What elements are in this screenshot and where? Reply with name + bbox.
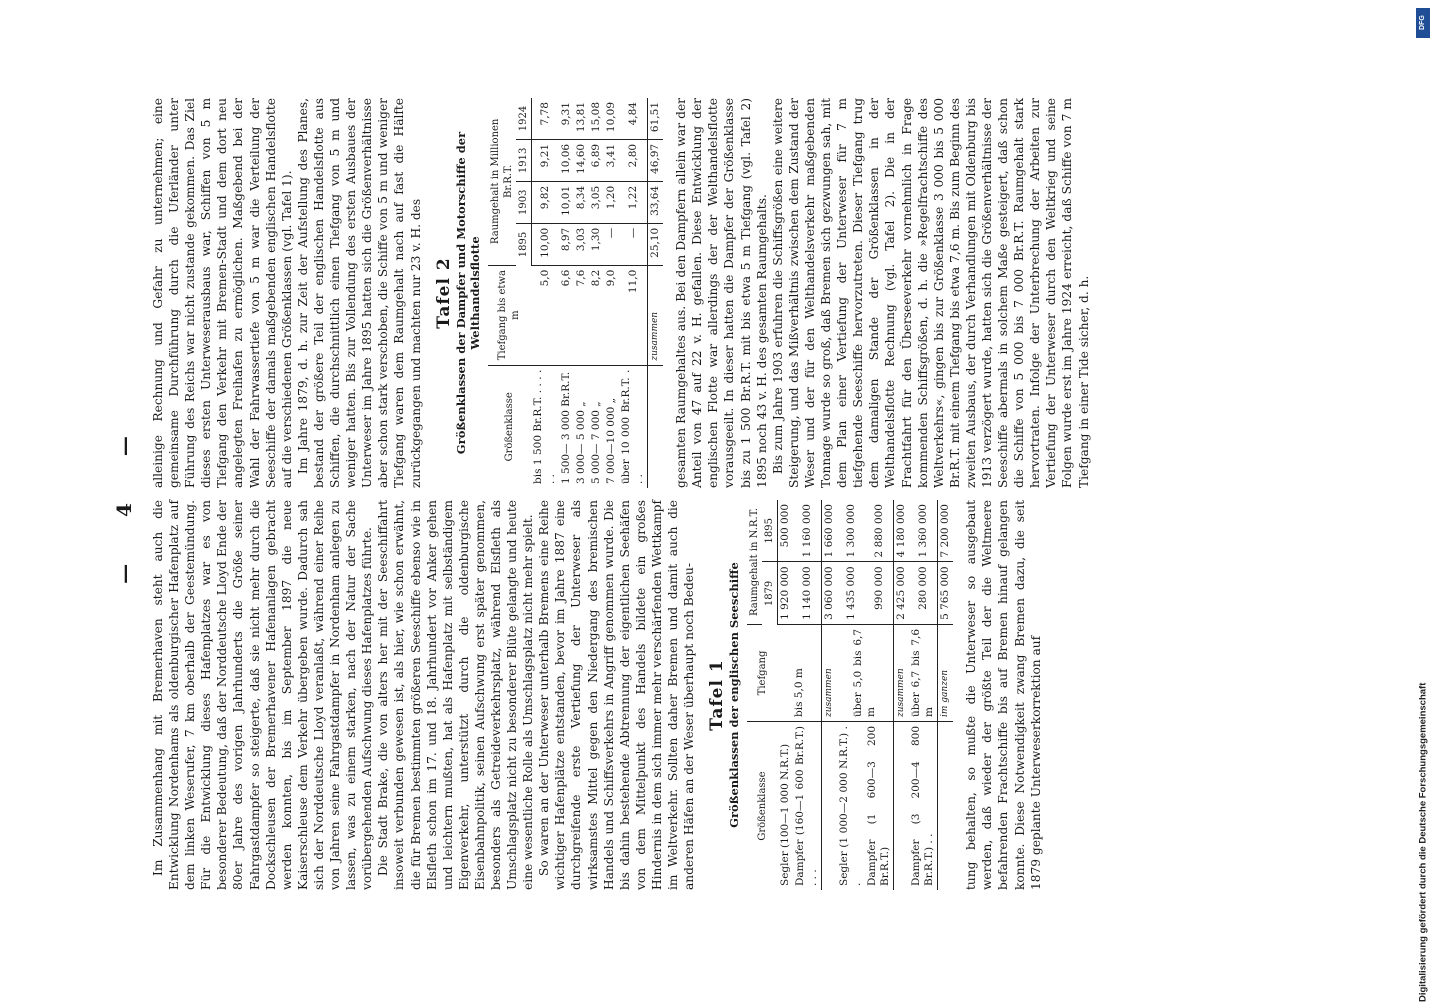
right-column <box>150 98 1092 488</box>
table-row <box>778 500 794 890</box>
col-header-year: 1903 <box>516 181 532 223</box>
cell-klasse: 1 500— 3 000 Br.R.T. <box>560 371 573 484</box>
cell-value: 7 200 000 <box>938 500 954 562</box>
table-row <box>531 98 559 488</box>
table-row <box>909 500 938 890</box>
cell-value: 990 000 <box>865 562 894 624</box>
cell-klasse: bis 1 500 Br.R.T. . . . . . . <box>532 369 558 484</box>
cell-value: — <box>604 223 619 265</box>
cell-value: 14,60 <box>574 139 589 181</box>
cell-value: 10,09 <box>604 98 619 139</box>
page-number: — 4 — <box>112 416 136 584</box>
cell-value: 61,51 <box>648 98 664 139</box>
cell-klasse: Segler (1 000—2 000 N.R.T.) . . <box>838 726 864 886</box>
cell-value: 4 180 000 <box>894 500 910 562</box>
paragraph: Bis zum Jahre 1903 erfuhren die Schiffsgrößen eine weitere Steigerung, und das Mißverhältnis zwischen dem Zustand der Weser und der für den Welthandelsverkehr maßgebenden Tonnage wurde so groß, daß Bremen sich gezwungen sah, mit dem Plan einer Vertiefung der Unterweser für 7 m tiefgehende Seeschiffe hervorzutreten. Dieser Tiefgang trug dem damaligen Stande der Größenklassen in der Welthandelsflotte Rechnung (vgl. Tafel 2). Die in der Frachtfahrt für den Überseeverkehr vornehmlich in Frage kommenden Schiffsgrößen, d. h. die »Regelfrachtschiffe des Weltverkehrs«, gingen bis zur Größenklasse 3 000 bis 5 000 Br.R.T. mit einem Tiefgang bis etwa 7,6 m. Bis zum Beginn des zweiten Ausbaus, der durch Verhandlungen mit Oldenburg bis 1913 verzögert wurde, hatten sich die Größenverhältnisse der Seeschiffe abermals in solchem Maße gesteigert, daß schon die Schiffe von 5 000 bis 7 000 Br.R.T. Raumgehalt stark hervortraten. Infolge der Unterbrechung der Arbeiten zur Vertiefung der Unterweser durch den Weltkrieg und seine Folgen wurde erst im Jahre 1924 erreicht, daß Schiffe von 7 m Tiefgang in einer Tide sicher, d. h. <box>770 98 1091 488</box>
cell-value: 1,20 <box>604 181 619 223</box>
digitization-note: Digitalisierung gefördert durch die Deutsche Forschungsgemeinschaft <box>1417 682 1429 1002</box>
table-1 <box>747 500 953 890</box>
table-row-total <box>648 98 664 488</box>
table-2 <box>488 98 664 488</box>
cell-value: 280 000 <box>909 562 938 624</box>
col-header-klasse: Größenklasse <box>503 392 515 462</box>
cell-value: 25,10 <box>648 223 664 265</box>
paragraph: So waren an der Unterweser unterhalb Bremens eine Reihe wichtiger Hafenplätze entstanden, bevor im Jahre 1887 eine durchgreifende erste Vertiefung der Unterweser als wirksamstes Mittel gegen den Niedergang des bremischen Handels und Schiffsverkehrs in Angriff genommen wurde. Die bis dahin bestehende Abtrennung der eigentlichen Seehäfen von dem Mittelpunkt des Handels bildete ein großes Hindernis in dem sich immer mehr verschärfenden Wettkampf im Weltverkehr. Sollten daher Bremen und damit auch die anderen Häfen an der Weser überhaupt noch Bedeu- <box>537 500 697 890</box>
cell-value: 2 425 000 <box>894 562 910 624</box>
table-row-total <box>938 500 954 890</box>
cell-tiefgang: 7,6 <box>574 265 589 365</box>
cell-value: 13,81 <box>574 98 589 139</box>
cell-value: 1 360 000 <box>909 500 938 562</box>
table-row <box>837 500 865 890</box>
cell-value: 7,78 <box>531 98 559 139</box>
cell-value: — <box>619 223 648 265</box>
cell-value: 1 140 000 <box>793 562 822 624</box>
table-2-subtitle: Größenklassen der Dampfer und Motorschiffe der Welthandelsflotte <box>453 131 482 455</box>
cell-value: 3,05 <box>589 181 604 223</box>
left-column <box>150 500 1044 890</box>
cell-klasse: Dampfer (160—1 600 Br.R.T.) . . . <box>794 726 820 886</box>
table-row <box>574 98 589 488</box>
cell-value: 8,97 <box>559 223 574 265</box>
cell-label: zusammen <box>822 624 838 721</box>
cell-tiefgang: 8,2 <box>589 265 604 365</box>
cell-klasse: Dampfer (3 200—4 800 Br.R.T.) . . <box>910 726 936 886</box>
paragraph: gesamten Raumgehaltes aus. Bei den Dampfern allein war der Anteil von 47 auf 22 v. H. gefallen. Diese Entwicklung der englischen Flotte war allerdings der der Welthandelsflotte vorausgeeilt. In dieser hatten die Dampfer der Größenklasse bis zu 1 500 Br.R.T. mit bis etwa 5 m Tiefgang (vgl. Tafel 2) 1895 noch 43 v. H. des gesamten Raumgehalts. <box>674 98 769 488</box>
table-row <box>559 98 574 488</box>
paragraph: Im Zusammenhang mit Bremerhaven steht auch die Entwicklung Nordenhams als oldenburgischer Hafenplatz auf dem linken Weserufer, 7 km oberhalb der Geestemündung. Für die Entwicklung dieses Hafenplatzes war es von besonderer Bedeutung, daß der Norddeutsche Lloyd Ende der 80er Jahre des vorigen Jahrhunderts die Größe seiner Fahrgastdampfer so steigerte, daß sie nicht mehr durch die Dockschleusen der Bremerhavener Hafenanlagen gebracht werden konnten, bis im September 1897 die neue Kaiserschleuse dem Verkehr übergeben wurde. Dadurch sah sich der Norddeutsche Lloyd veranlaßt, während einer Reihe von Jahren seine Fahrgastdampfer in Nordenham anlegen zu lassen, was zu einem starken, nach der Natur der Sache vorübergehenden Aufschwung dieses Hafenplatzes führte. <box>151 500 375 890</box>
dfg-sidebar <box>1416 8 1430 1002</box>
col-header-raumgehalt: Raumgehalt in Millionen Br.R.T. <box>488 98 516 265</box>
cell-label: zusammen <box>894 624 910 721</box>
cell-value: 3,03 <box>574 223 589 265</box>
cell-value: 1,30 <box>589 223 604 265</box>
cell-value: 9,21 <box>531 139 559 181</box>
table-row-sum <box>894 500 910 890</box>
table-row-sum <box>822 500 838 890</box>
col-header-year: 1879 <box>762 562 778 624</box>
cell-value: 1 300 000 <box>837 500 865 562</box>
table-1-subtitle: Größenklassen der englischen Seeschiffe <box>727 562 742 828</box>
col-header-klasse: Größenklasse <box>757 771 769 841</box>
cell-klasse: Segler (100—1 000 N.R.T.) <box>779 743 792 886</box>
paragraph: Im Jahre 1879, d. h. zur Zeit der Aufstellung des Planes, bestand der größere Teil der englischen Handelsflotte aus Schiffen, die durchschnittlich einen Tiefgang von 5 m und weniger hatten. Bis zur Vollendung des ersten Ausbaues der Unterweser im Jahre 1895 hatten sich die Größenverhältnisse aber schon stark verschoben, die Schiffe von 5 m und weniger Tiefgang waren dem Raumgehalt nach auf fast die Hälfte zurückgegangen und machten nur 23 v. H. des <box>295 98 423 488</box>
cell-value: 1 160 000 <box>793 500 822 562</box>
table-row <box>604 98 619 488</box>
cell-tiefgang: 6,6 <box>559 265 574 365</box>
cell-value: 1 435 000 <box>837 562 865 624</box>
cell-klasse: über 10 000 Br.R.T. . . . <box>620 369 646 484</box>
cell-value: 10,06 <box>559 139 574 181</box>
table-row <box>589 98 604 488</box>
cell-value: 10,00 <box>531 223 559 265</box>
table-1-title: Tafel 1 <box>707 659 728 731</box>
col-header-year: 1895 <box>762 500 778 562</box>
cell-value: 3,41 <box>604 139 619 181</box>
cell-value: 4,84 <box>619 98 648 139</box>
cell-klasse: 3 000— 5 000 „ <box>575 401 588 484</box>
dfg-logo: DFG <box>1416 8 1430 38</box>
cell-klasse: 5 000— 7 000 „ <box>590 401 603 484</box>
cell-tiefgang: 9,0 <box>604 265 619 365</box>
cell-tiefgang: über 5,0 bis 6,7 m <box>837 624 894 721</box>
cell-tiefgang: bis 5,0 m <box>778 624 822 721</box>
col-header-tiefgang: Tiefgang bis etwa m <box>488 265 532 365</box>
cell-value: 46,97 <box>648 139 664 181</box>
cell-value: 2 880 000 <box>865 500 894 562</box>
cell-value: 10,01 <box>559 181 574 223</box>
cell-tiefgang: 5,0 <box>531 265 559 365</box>
cell-value: 500 000 <box>778 500 794 562</box>
col-header-year: 1924 <box>516 98 532 139</box>
cell-value: 5 765 000 <box>938 562 954 624</box>
col-header-tiefgang: Tiefgang <box>747 624 778 721</box>
paragraph: Die Stadt Brake, die von alters her mit der Seeschiffahrt insoweit verbunden gewesen ist, als hier, wie schon erwähnt, die für Bremen bestimmten größeren Seeschiffe ebenso wie in Elsfleth schon im 17. und 18. Jahrhundert vor Anker gehen und leichtern mußten, hat als Hafenplatz mit selbständigem Eigenverkehr, unterstützt durch die oldenburgische Eisenbahnpolitik, seinen Aufschwung erst später genommen, besonders als Getreideverkehrsplatz, während Elsfleth als Umschlagsplatz nicht zu besonderer Blüte gelangte und heute eine wesentliche Rolle als Umschlagsplatz nicht mehr spielt. <box>376 500 536 890</box>
cell-label: zusammen <box>648 265 664 365</box>
cell-tiefgang: 11,0 <box>619 265 648 365</box>
paragraph: alleinige Rechnung und Gefahr zu unternehmen; eine gemeinsame Durchführung durch die Uferländer unter Führung des Reichs war nicht zustande gekommen. Das Ziel dieses ersten Unterweserausbaus war, Schiffen von 5 m Tiefgang den Verkehr mit Bremen-Stadt und dem dort neu angelegten Freihafen zu ermöglichen. Maßgebend bei der Wahl der Fahrwassertiefe von 5 m war die Verteilung der Seeschiffe der damals maßgebenden englischen Handelsflotte auf die verschiedenen Größenklassen (vgl. Tafel 1). <box>151 98 294 488</box>
cell-value: 9,31 <box>559 98 574 139</box>
cell-value: 8,34 <box>574 181 589 223</box>
table-row <box>619 98 648 488</box>
cell-value: 2,80 <box>619 139 648 181</box>
cell-value: 1 660 000 <box>822 500 838 562</box>
col-header-year: 1895 <box>516 223 532 265</box>
cell-empty <box>648 365 664 488</box>
cell-value: 33,64 <box>648 181 664 223</box>
cell-value: 6,89 <box>589 139 604 181</box>
cell-value: 9,82 <box>531 181 559 223</box>
paragraph: tung behalten, so mußte die Unterweser so ausgebaut werden, daß wieder der größte Teil der die Weltmeere befahrenden Frachtschiffe bis auf Bremen hinauf gelangen konnte. Diese Notwendigkeit zwang Bremen dazu, die seit 1879 geplante Unterweserkorrektion auf <box>964 500 1043 890</box>
col-header-raumgehalt: Raumgehalt in N.R.T. <box>747 500 762 624</box>
col-header-year: 1913 <box>516 139 532 181</box>
table-2-title: Tafel 2 <box>433 257 454 329</box>
cell-tiefgang: über 6,7 bis 7,6 m <box>909 624 938 721</box>
cell-value: 3 060 000 <box>822 562 838 624</box>
cell-value: 1 920 000 <box>778 562 794 624</box>
cell-klasse: 7 000—10 000 „ <box>605 397 618 484</box>
cell-label: im ganzen <box>938 624 954 721</box>
cell-value: 1,22 <box>619 181 648 223</box>
cell-klasse: Dampfer (1 600—3 200 Br.R.T.) <box>866 726 892 886</box>
cell-value: 15,08 <box>589 98 604 139</box>
